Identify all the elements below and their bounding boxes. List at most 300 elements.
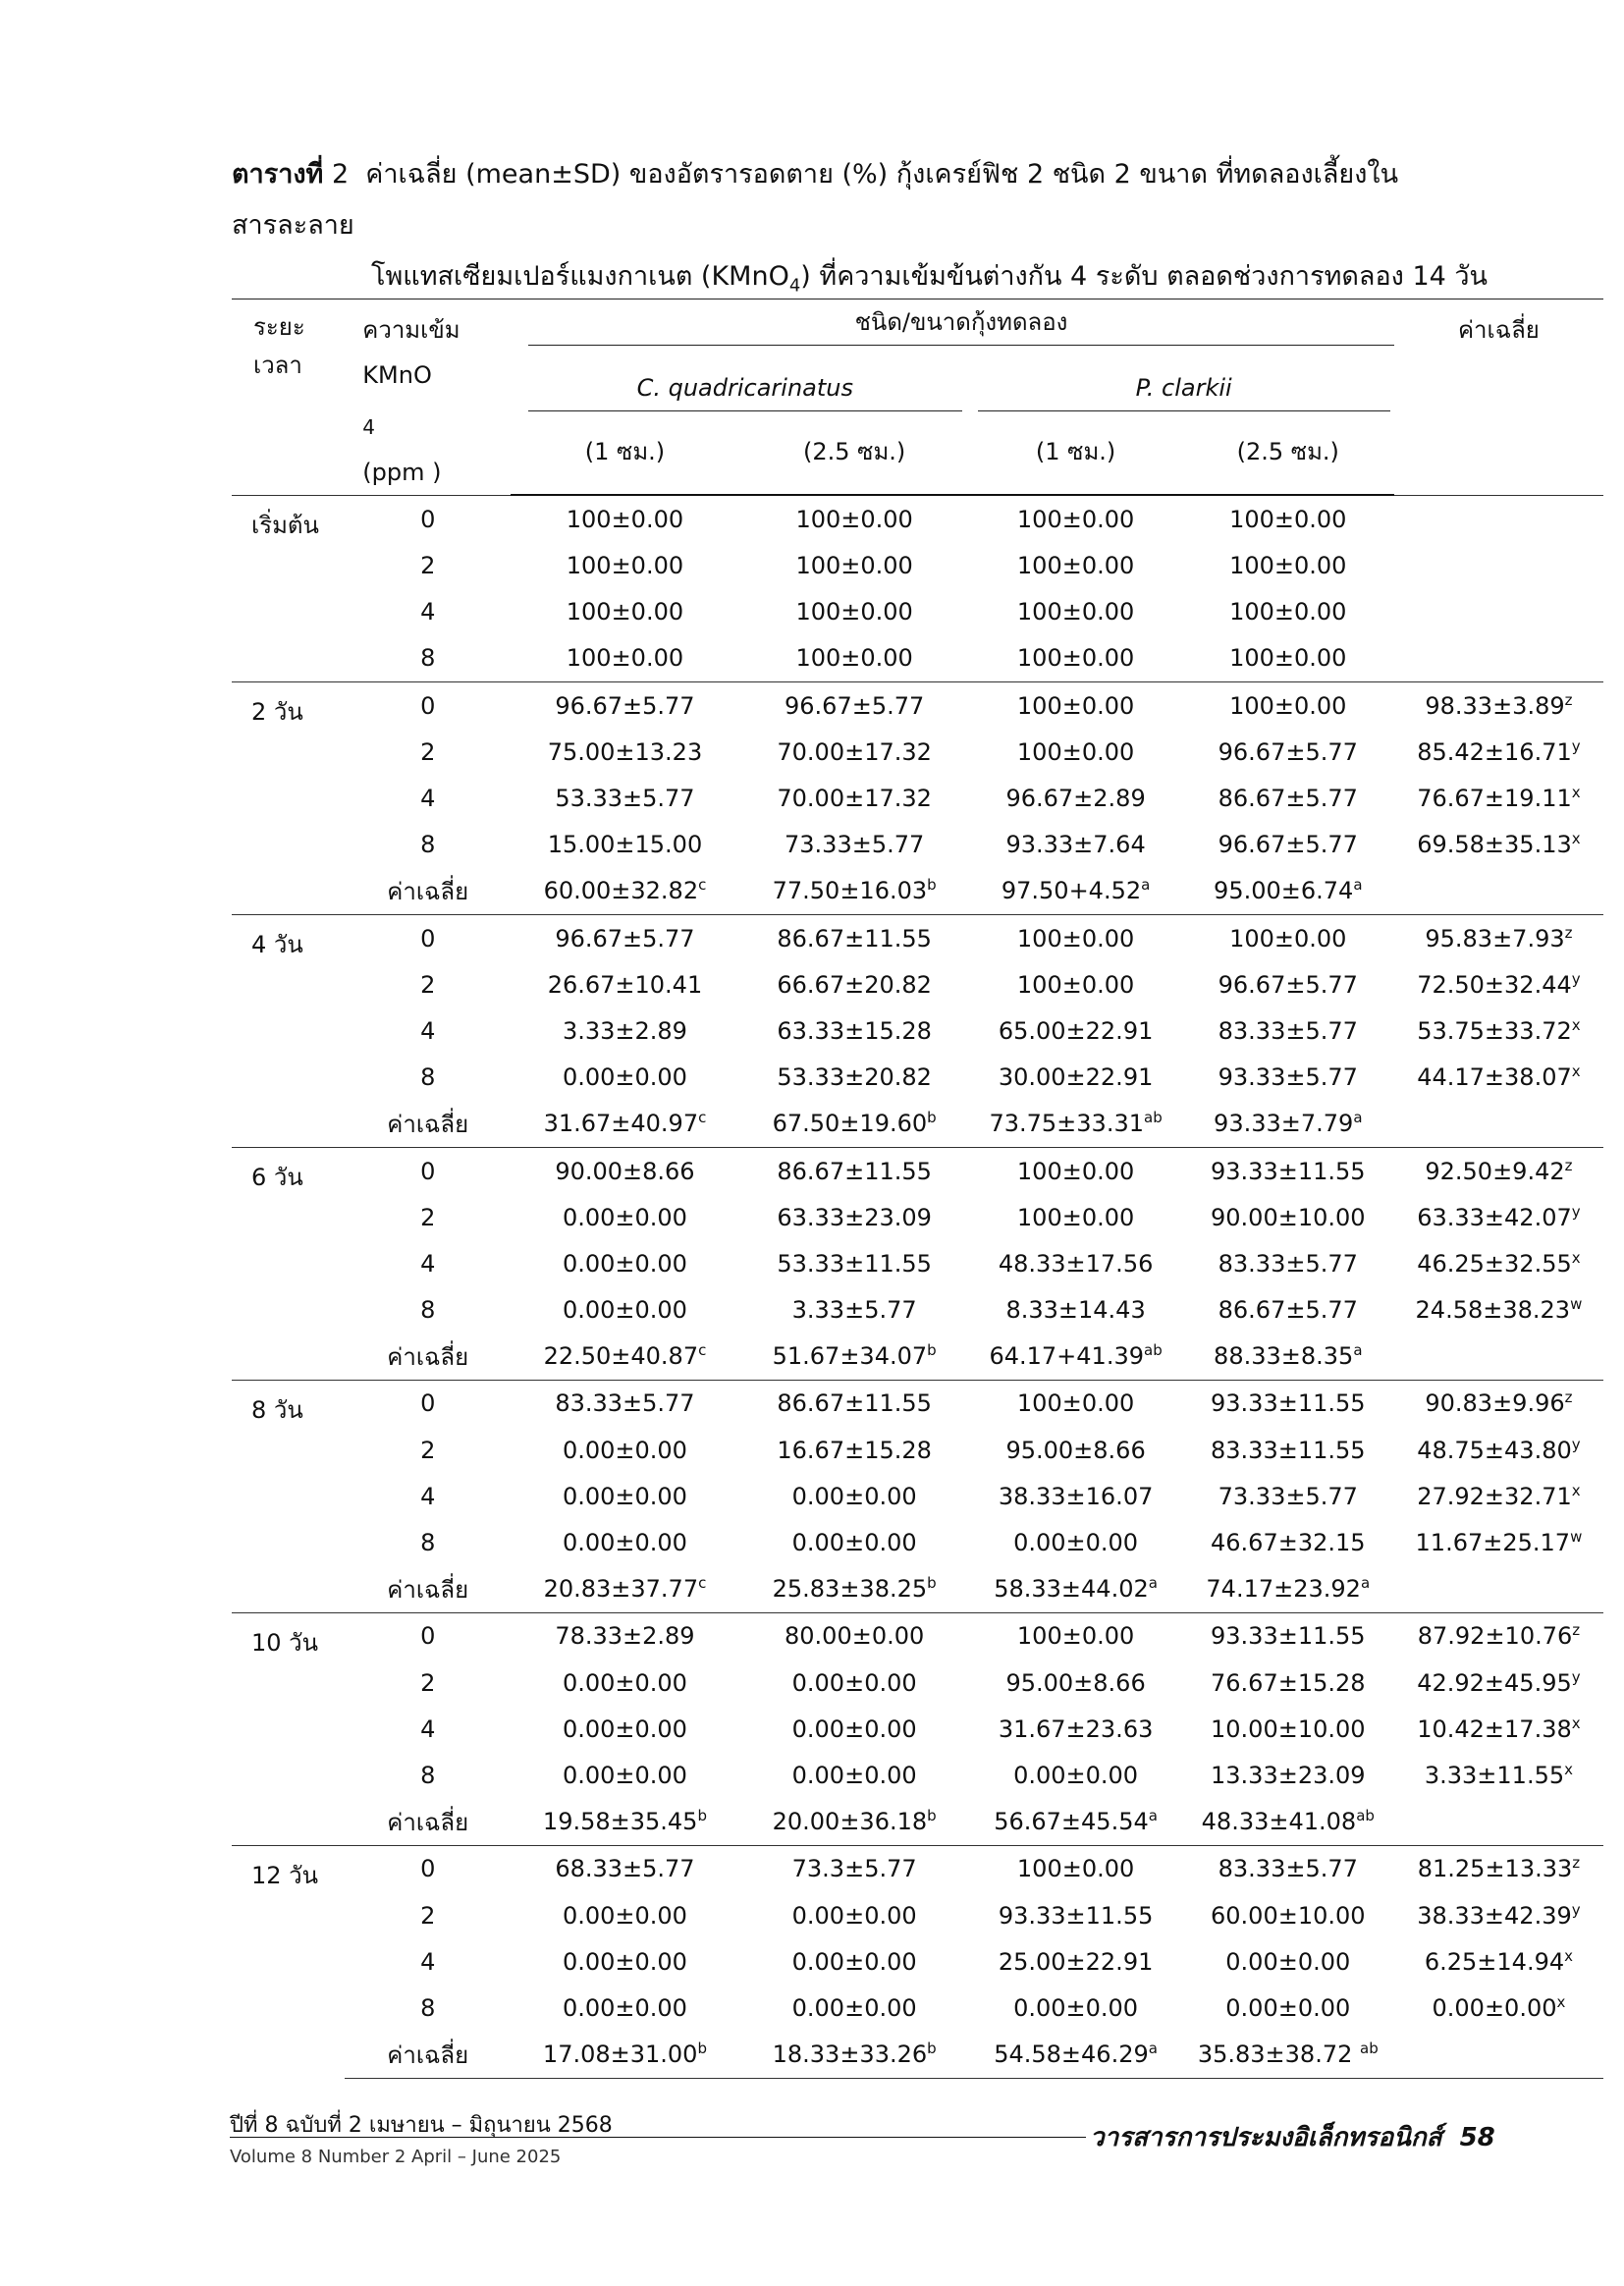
value-cell-c: 38.33±16.07: [998, 1482, 1154, 1510]
mean-cell-b-value: 67.50±19.60: [772, 1110, 928, 1138]
value-cell-d: 100±0.00: [1229, 644, 1347, 673]
table-row: [232, 1706, 1603, 1752]
value-cell-b: 16.67±15.28: [777, 1436, 932, 1464]
table-row: [232, 1752, 1603, 1798]
footer-rule: [230, 2137, 1086, 2138]
average-cell-value: 53.75±33.72: [1417, 1016, 1572, 1045]
value-cell-c: 100±0.00: [1016, 598, 1135, 626]
value-cell-c: 100±0.00: [970, 914, 1182, 961]
value-cell-d: 86.67±5.77: [1218, 785, 1358, 813]
average-cell-value: 92.50±9.42: [1425, 1157, 1565, 1185]
footer-journal-title: วารสารการประมงอิเล็กทรอนิกส์: [1090, 2123, 1442, 2152]
table-row: [232, 822, 1603, 868]
mean-cell-b: [739, 2031, 970, 2078]
average-cell-letter: z: [1564, 923, 1573, 942]
mean-cell-a-value: 20.83±37.77: [543, 1575, 699, 1604]
table-caption: [232, 149, 1508, 302]
mean-cell-a-letter: c: [698, 1109, 707, 1127]
table-row: [232, 914, 1603, 961]
average-cell: [1394, 542, 1603, 588]
average-cell: [1394, 1892, 1603, 1938]
value-cell-d: 100±0.00: [1229, 552, 1347, 580]
value-cell-c: 31.67±23.63: [998, 1714, 1154, 1743]
mean-cell-d-letter: a: [1360, 1574, 1371, 1593]
average-cell-value: 6.25±14.94: [1424, 1947, 1565, 1976]
value-cell-a: 15.00±15.00: [547, 831, 703, 859]
header-species-1-label: C. quadricarinatus: [528, 365, 961, 411]
mean-cell-c-value: 56.67±45.54: [994, 1808, 1149, 1836]
value-cell-b: 96.67±5.77: [739, 682, 970, 730]
value-cell-c: 100±0.00: [970, 1612, 1182, 1660]
mean-row: [232, 868, 1603, 915]
mean-cell-b-value: 51.67±34.07: [772, 1342, 928, 1371]
average-cell: [1394, 682, 1603, 730]
average-cell-letter: z: [1564, 1156, 1573, 1174]
value-cell-c: 100±0.00: [970, 495, 1182, 542]
conc-cell: 4: [420, 598, 436, 626]
value-cell-c: 93.33±11.55: [998, 1901, 1154, 1930]
mean-cell-b-letter: b: [927, 1574, 937, 1593]
value-cell-a: 0.00±0.00: [562, 1436, 687, 1464]
mean-cell-a: [511, 1334, 739, 1381]
table-row: [232, 775, 1603, 821]
value-cell-b: 70.00±17.32: [777, 737, 932, 766]
conc-cell: 0: [345, 1612, 511, 1660]
page-number: 58: [1459, 2123, 1495, 2152]
mean-label: ค่าเฉลี่ย: [345, 2031, 511, 2078]
mean-average-empty: [1394, 1334, 1603, 1381]
conc-cell: 2: [420, 1203, 436, 1231]
mean-cell-d-value: 93.33±7.79: [1214, 1110, 1354, 1138]
average-cell: [1394, 1752, 1603, 1798]
mean-average-empty: [1394, 1799, 1603, 1846]
mean-average-empty: [1394, 868, 1603, 915]
mean-average-empty: [1394, 1566, 1603, 1613]
conc-cell: 2: [420, 552, 436, 580]
mean-label: ค่าเฉลี่ย: [387, 1110, 469, 1138]
table-body: [232, 495, 1603, 2078]
value-cell-b: 0.00±0.00: [791, 1947, 917, 1976]
average-cell: [1394, 1055, 1603, 1101]
table-row: [232, 1240, 1603, 1286]
value-cell-b: 0.00±0.00: [791, 1482, 917, 1510]
value-cell-d: 13.33±23.09: [1211, 1761, 1366, 1789]
average-cell: [1394, 1938, 1603, 1985]
table-row: [232, 1985, 1603, 2031]
time-cell: 2 วัน: [232, 682, 345, 915]
mean-cell-a: [511, 1101, 739, 1148]
footer-journal: [1090, 2117, 1495, 2157]
table-row: [232, 1286, 1603, 1333]
mean-cell-c-letter: a: [1148, 2040, 1158, 2058]
average-cell-value: 3.33±11.55: [1424, 1761, 1565, 1789]
conc-cell: 0: [345, 914, 511, 961]
value-cell-c: 100±0.00: [1016, 1203, 1135, 1231]
average-cell-letter: z: [1564, 690, 1573, 709]
mean-cell-b: [739, 1101, 970, 1148]
mean-cell-b-letter: b: [927, 2040, 937, 2058]
mean-cell-a-letter: c: [698, 1341, 707, 1360]
value-cell-c: 100±0.00: [1016, 644, 1135, 673]
value-cell-d: 96.67±5.77: [1218, 831, 1358, 859]
average-cell: [1394, 1147, 1603, 1194]
caption-label: ตารางที่: [232, 159, 324, 190]
mean-cell-c-value: 73.75±33.31: [989, 1110, 1144, 1138]
mean-cell-d: [1182, 868, 1394, 915]
average-cell-letter: y: [1571, 1900, 1581, 1919]
value-cell-d: 83.33±5.77: [1182, 1845, 1394, 1892]
value-cell-c: 93.33±7.64: [1005, 831, 1146, 859]
mean-row: [232, 1334, 1603, 1381]
value-cell-d: 100±0.00: [1182, 495, 1394, 542]
average-cell: [1394, 1380, 1603, 1427]
header-species-group: [511, 299, 1394, 365]
table-row: [232, 1427, 1603, 1473]
mean-label: ค่าเฉลี่ย: [387, 1575, 469, 1604]
value-cell-d: 60.00±10.00: [1211, 1901, 1366, 1930]
table-row: [232, 1892, 1603, 1938]
value-cell-a: 0.00±0.00: [562, 1063, 687, 1092]
value-cell-b: 53.33±11.55: [777, 1249, 932, 1278]
average-cell: [1394, 1240, 1603, 1286]
average-cell-value: 46.25±32.55: [1417, 1249, 1572, 1278]
mean-label: ค่าเฉลี่ย: [387, 877, 469, 905]
value-cell-a: 0.00±0.00: [562, 1249, 687, 1278]
value-cell-c: 100±0.00: [1016, 737, 1135, 766]
value-cell-b: 73.3±5.77: [739, 1845, 970, 1892]
header-species-1: [511, 365, 969, 430]
table-row: [232, 1473, 1603, 1519]
mean-cell-d-value: 35.83±38.72: [1197, 2041, 1360, 2069]
value-cell-d: 10.00±10.00: [1211, 1714, 1366, 1743]
header-conc-line1-sub: 4: [362, 414, 376, 439]
caption-line1: ค่าเฉลี่ย (mean±SD) ของอัตรารอดตาย (%) กุ้งเครย์ฟิช 2 ชนิด 2 ขนาด ที่ทดลองเลี้ยงในสารละลาย: [232, 159, 1399, 241]
value-cell-a: 83.33±5.77: [511, 1380, 739, 1427]
caption-line2: [232, 251, 1508, 302]
value-cell-a: 0.00±0.00: [562, 1901, 687, 1930]
average-cell-letter: x: [1556, 1992, 1566, 2011]
value-cell-c: 0.00±0.00: [1013, 1529, 1139, 1557]
value-cell-b: 0.00±0.00: [791, 1761, 917, 1789]
header-conc-line2: (ppm ): [362, 458, 442, 486]
mean-cell-a-letter: b: [697, 2040, 707, 2058]
value-cell-d: 76.67±15.28: [1211, 1668, 1366, 1697]
average-cell-value: 90.83±9.96: [1425, 1389, 1565, 1418]
mean-cell-d-letter: ab: [1356, 1807, 1375, 1825]
conc-cell: 2: [420, 970, 436, 999]
time-cell: เริ่มต้น: [232, 495, 345, 681]
average-cell-letter: z: [1572, 1621, 1581, 1640]
average-cell-value: 27.92±32.71: [1417, 1482, 1572, 1510]
mean-cell-a-letter: b: [697, 1807, 707, 1825]
mean-row: [232, 2031, 1603, 2078]
mean-cell-b-value: 25.83±38.25: [772, 1575, 928, 1604]
table-row: [232, 589, 1603, 635]
average-cell-value: 42.92±45.95: [1417, 1668, 1572, 1697]
header-species-2: [970, 365, 1394, 430]
mean-average-empty: [1394, 2031, 1603, 2078]
header-conc-line1: [362, 307, 511, 450]
average-cell-value: 63.33±42.07: [1417, 1203, 1572, 1231]
value-cell-b: 100±0.00: [739, 495, 970, 542]
mean-label: ค่าเฉลี่ย: [387, 1808, 469, 1836]
value-cell-a: 78.33±2.89: [511, 1612, 739, 1660]
value-cell-d: 93.33±11.55: [1182, 1612, 1394, 1660]
value-cell-b: 73.33±5.77: [785, 831, 925, 859]
time-cell: 8 วัน: [232, 1380, 345, 1612]
conc-cell: 2: [420, 737, 436, 766]
average-cell-value: 98.33±3.89: [1425, 691, 1565, 720]
average-cell-value: 11.67±25.17: [1415, 1529, 1571, 1557]
table-row: [232, 1660, 1603, 1706]
value-cell-c: 100±0.00: [1016, 552, 1135, 580]
value-cell-b: 66.67±20.82: [777, 970, 932, 999]
mean-cell-a-value: 19.58±35.45: [542, 1808, 698, 1836]
value-cell-d: 93.33±5.77: [1218, 1063, 1358, 1092]
mean-cell-a-value: 22.50±40.87: [543, 1342, 699, 1371]
average-cell-letter: y: [1571, 1667, 1581, 1686]
mean-cell-a-value: 31.67±40.97: [543, 1110, 699, 1138]
survival-table: [232, 299, 1603, 2079]
conc-cell: 8: [420, 1761, 436, 1789]
average-cell: [1394, 1706, 1603, 1752]
mean-cell-d: [1182, 1101, 1394, 1148]
average-cell: [1394, 1519, 1603, 1565]
value-cell-c: 65.00±22.91: [998, 1016, 1154, 1045]
value-cell-d: 96.67±5.77: [1218, 737, 1358, 766]
mean-cell-a: [511, 868, 739, 915]
mean-cell-a: [511, 1566, 739, 1613]
average-cell-value: 72.50±32.44: [1417, 970, 1572, 999]
conc-cell: 8: [420, 1296, 436, 1325]
mean-cell-a: [511, 2031, 739, 2078]
conc-cell: 4: [420, 1016, 436, 1045]
value-cell-c: 96.67±2.89: [1005, 785, 1146, 813]
value-cell-b: 3.33±5.77: [791, 1296, 917, 1325]
caption-line2-sub: 4: [788, 275, 801, 297]
value-cell-a: 0.00±0.00: [562, 1668, 687, 1697]
value-cell-b: 0.00±0.00: [791, 1993, 917, 2022]
value-cell-b: 0.00±0.00: [791, 1668, 917, 1697]
value-cell-c: 100±0.00: [970, 1845, 1182, 1892]
mean-cell-c: [970, 1334, 1182, 1381]
value-cell-b: 0.00±0.00: [791, 1901, 917, 1930]
mean-label: ค่าเฉลี่ย: [387, 1342, 469, 1371]
average-cell-letter: x: [1571, 830, 1581, 848]
mean-cell-c: [970, 2031, 1182, 2078]
value-cell-a: 0.00±0.00: [562, 1482, 687, 1510]
conc-cell: 8: [420, 1063, 436, 1092]
average-cell: [1394, 729, 1603, 775]
header-species-2-label: P. clarkii: [978, 365, 1390, 411]
value-cell-d: 0.00±0.00: [1225, 1947, 1351, 1976]
average-cell-letter: z: [1564, 1388, 1573, 1407]
average-cell-value: 44.17±38.07: [1417, 1063, 1572, 1092]
conc-cell: 0: [345, 682, 511, 730]
header-average: ค่าเฉลี่ย: [1394, 299, 1603, 496]
value-cell-d: 83.33±5.77: [1218, 1016, 1358, 1045]
value-cell-a: 26.67±10.41: [547, 970, 703, 999]
mean-cell-c-letter: a: [1148, 1574, 1158, 1593]
mean-cell-d-value: 48.33±41.08: [1201, 1808, 1357, 1836]
average-cell-value: 87.92±10.76: [1417, 1622, 1573, 1651]
average-cell: [1394, 1427, 1603, 1473]
value-cell-a: 90.00±8.66: [511, 1147, 739, 1194]
conc-cell: 4: [420, 1947, 436, 1976]
value-cell-d: 0.00±0.00: [1225, 1993, 1351, 2022]
mean-cell-b-value: 77.50±16.03: [772, 877, 928, 905]
average-cell-letter: x: [1571, 1714, 1581, 1732]
header-time-line2: เวลา: [253, 352, 302, 379]
average-cell-value: 95.83±7.93: [1425, 924, 1565, 952]
average-cell: [1394, 589, 1603, 635]
value-cell-c: 100±0.00: [970, 1380, 1182, 1427]
value-cell-a: 68.33±5.77: [511, 1845, 739, 1892]
average-cell-value: 10.42±17.38: [1417, 1714, 1572, 1743]
mean-cell-c-letter: ab: [1144, 1341, 1163, 1360]
mean-cell-d: [1182, 1334, 1394, 1381]
conc-cell: 0: [345, 495, 511, 542]
average-cell: [1394, 1612, 1603, 1660]
value-cell-d: 100±0.00: [1182, 914, 1394, 961]
value-cell-c: 95.00±8.66: [1005, 1436, 1146, 1464]
average-cell-letter: x: [1571, 784, 1581, 802]
average-cell-letter: y: [1571, 736, 1581, 755]
average-cell-letter: y: [1571, 969, 1581, 988]
average-cell-value: 85.42±16.71: [1417, 737, 1572, 766]
mean-average-empty: [1394, 1101, 1603, 1148]
conc-cell: 4: [420, 785, 436, 813]
value-cell-c: 100±0.00: [1016, 970, 1135, 999]
mean-cell-d-letter: a: [1353, 1109, 1363, 1127]
conc-cell: 8: [420, 1529, 436, 1557]
average-cell-letter: y: [1571, 1435, 1581, 1453]
value-cell-b: 0.00±0.00: [791, 1529, 917, 1557]
table-row: [232, 682, 1603, 730]
footer-issue-en: Volume 8 Number 2 April – June 2025: [230, 2147, 562, 2167]
value-cell-d: 73.33±5.77: [1218, 1482, 1358, 1510]
value-cell-a: 53.33±5.77: [555, 785, 695, 813]
mean-cell-d-letter: a: [1353, 876, 1363, 895]
average-cell-value: 81.25±13.33: [1417, 1855, 1573, 1883]
mean-cell-c-value: 58.33±44.02: [994, 1575, 1149, 1604]
mean-cell-d-value: 74.17±23.92: [1206, 1575, 1361, 1604]
table-row: [232, 961, 1603, 1007]
value-cell-d: 93.33±11.55: [1182, 1147, 1394, 1194]
average-cell: [1394, 1473, 1603, 1519]
table-row: [232, 542, 1603, 588]
average-cell: [1394, 914, 1603, 961]
value-cell-a: 100±0.00: [566, 644, 684, 673]
mean-cell-d-letter: a: [1353, 1341, 1363, 1360]
value-cell-a: 100±0.00: [566, 552, 684, 580]
value-cell-c: 8.33±14.43: [1005, 1296, 1146, 1325]
header-time: [232, 299, 345, 496]
header-size-3: (1 ซม.): [970, 430, 1182, 495]
table-row: [232, 1194, 1603, 1240]
value-cell-d: 46.67±32.15: [1211, 1529, 1366, 1557]
value-cell-b: 100±0.00: [795, 552, 913, 580]
mean-cell-a: [511, 1799, 739, 1846]
value-cell-c: 100±0.00: [970, 1147, 1182, 1194]
header-concentration: [345, 299, 511, 496]
mean-cell-d: [1182, 1566, 1394, 1613]
conc-cell: 4: [420, 1714, 436, 1743]
mean-cell-c-value: 54.58±46.29: [994, 2041, 1149, 2069]
average-cell-letter: w: [1570, 1295, 1583, 1314]
conc-cell: 2: [420, 1668, 436, 1697]
caption-line2-post: ) ที่ความเข้มข้นต่างกัน 4 ระดับ ตลอดช่วงการทดลอง 14 วัน: [800, 261, 1489, 292]
table-row: [232, 1380, 1603, 1427]
value-cell-b: 86.67±11.55: [739, 1380, 970, 1427]
time-cell: 10 วัน: [232, 1612, 345, 1845]
average-cell: [1394, 1660, 1603, 1706]
conc-cell: 0: [345, 1845, 511, 1892]
average-cell: [1394, 635, 1603, 682]
average-cell: [1394, 1194, 1603, 1240]
average-cell-letter: x: [1571, 1015, 1581, 1034]
mean-row: [232, 1101, 1603, 1148]
average-cell-letter: z: [1572, 1854, 1581, 1873]
value-cell-a: 96.67±5.77: [511, 914, 739, 961]
value-cell-a: 96.67±5.77: [511, 682, 739, 730]
value-cell-d: 86.67±5.77: [1218, 1296, 1358, 1325]
table-row: [232, 1938, 1603, 1985]
mean-cell-b-letter: b: [927, 1807, 937, 1825]
conc-cell: 8: [420, 1993, 436, 2022]
average-cell: [1394, 1007, 1603, 1054]
average-cell: [1394, 775, 1603, 821]
average-cell: [1394, 495, 1603, 542]
header-size-1: (1 ซม.): [511, 430, 739, 495]
mean-cell-c: [970, 1101, 1182, 1148]
average-cell-value: 24.58±38.23: [1415, 1296, 1571, 1325]
value-cell-a: 75.00±13.23: [547, 737, 703, 766]
average-cell: [1394, 1985, 1603, 2031]
table-row: [232, 495, 1603, 542]
header-size-4: (2.5 ซม.): [1182, 430, 1394, 495]
average-cell-value: 38.33±42.39: [1417, 1901, 1572, 1930]
mean-cell-a-value: 60.00±32.82: [543, 877, 699, 905]
value-cell-a: 0.00±0.00: [562, 1296, 687, 1325]
average-cell: [1394, 1286, 1603, 1333]
value-cell-a: 0.00±0.00: [562, 1947, 687, 1976]
value-cell-a: 0.00±0.00: [562, 1714, 687, 1743]
average-cell-value: 48.75±43.80: [1417, 1436, 1572, 1464]
mean-cell-c-letter: a: [1148, 1807, 1158, 1825]
value-cell-b: 63.33±23.09: [777, 1203, 932, 1231]
mean-cell-a-letter: c: [698, 1574, 707, 1593]
table-row: [232, 729, 1603, 775]
conc-cell: 8: [420, 644, 436, 673]
average-cell-letter: x: [1564, 1760, 1574, 1778]
value-cell-c: 0.00±0.00: [1013, 1761, 1139, 1789]
mean-cell-b: [739, 1334, 970, 1381]
mean-cell-b-value: 20.00±36.18: [772, 1808, 928, 1836]
mean-cell-c-letter: ab: [1144, 1109, 1163, 1127]
mean-cell-d-value: 95.00±6.74: [1214, 877, 1354, 905]
value-cell-d: 90.00±10.00: [1211, 1203, 1366, 1231]
mean-cell-b: [739, 868, 970, 915]
time-cell: 4 วัน: [232, 914, 345, 1147]
mean-cell-c: [970, 1799, 1182, 1846]
conc-cell: 2: [420, 1436, 436, 1464]
value-cell-a: 100±0.00: [566, 598, 684, 626]
value-cell-b: 0.00±0.00: [791, 1714, 917, 1743]
table-row: [232, 1055, 1603, 1101]
table-row: [232, 1007, 1603, 1054]
value-cell-d: 100±0.00: [1229, 598, 1347, 626]
